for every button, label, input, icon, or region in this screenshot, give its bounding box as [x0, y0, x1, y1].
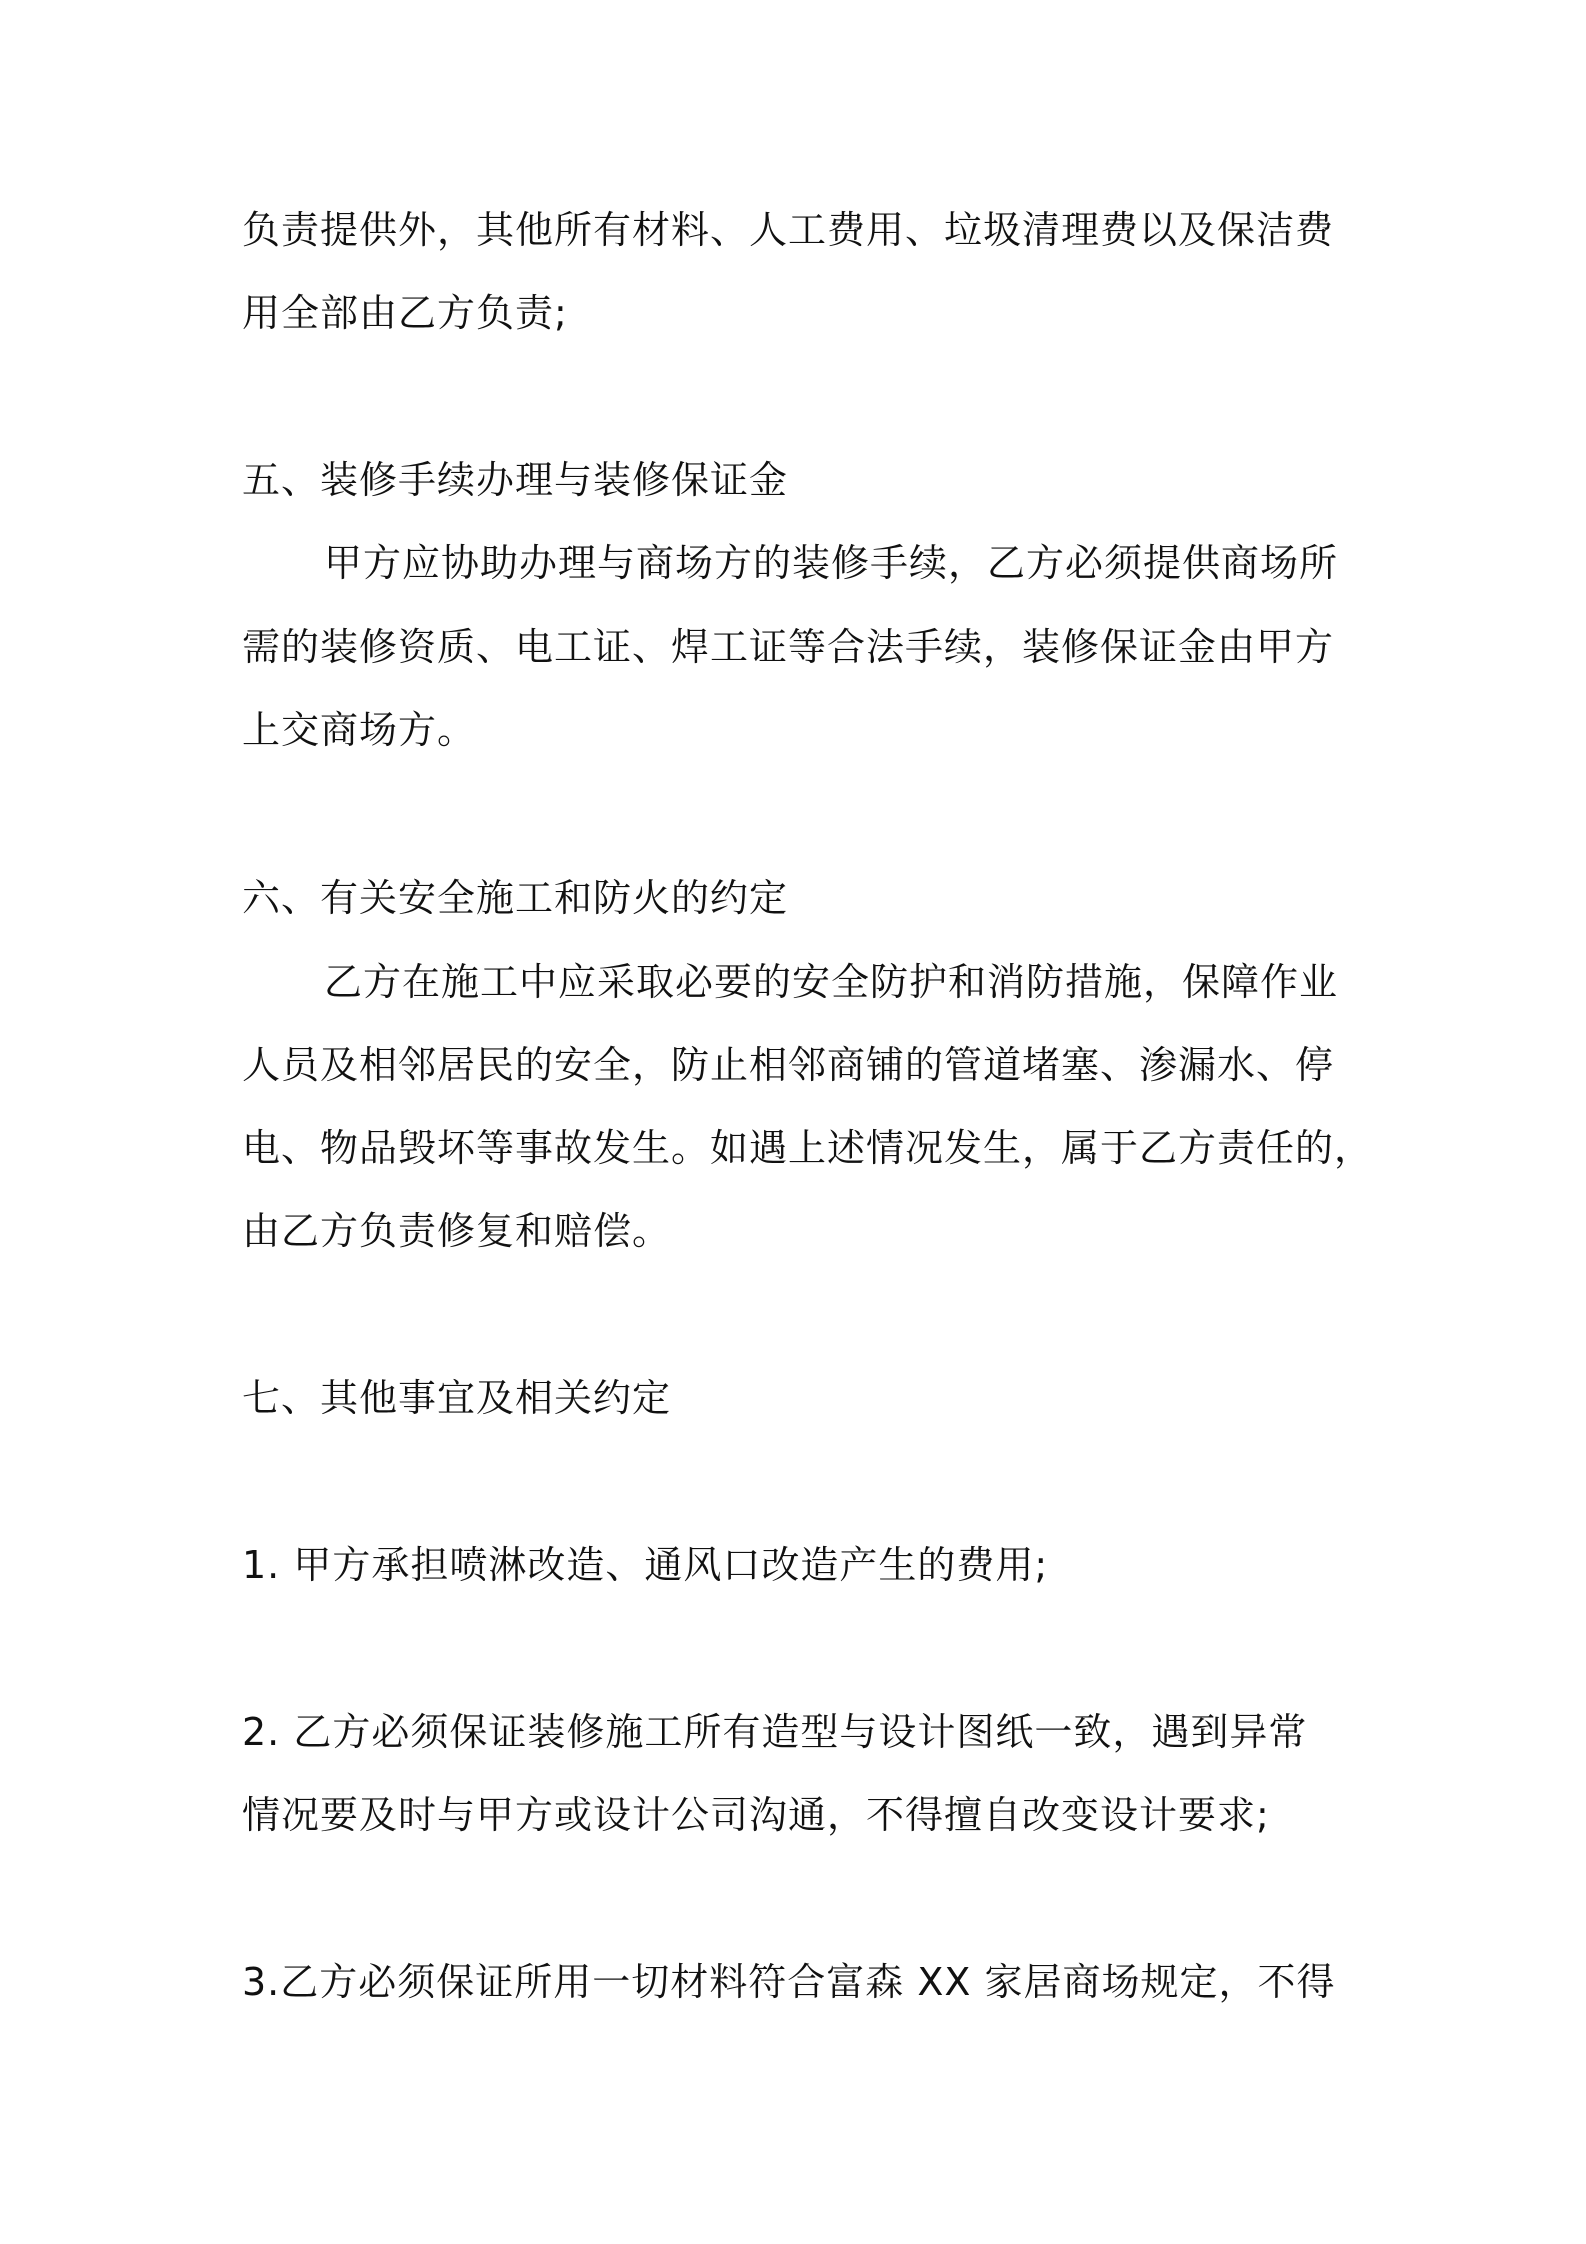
body-text-line: 乙方在施工中应采取必要的安全防护和消防措施，保障作业 [324, 960, 1339, 1004]
body-text-line: 电、物品毁坏等事故发生。如遇上述情况发生，属于乙方责任的， [242, 1126, 1374, 1170]
body-text-line: 上交商场方。 [242, 708, 477, 752]
list-item-2-continued: 情况要及时与甲方或设计公司沟通，不得擅自改变设计要求; [242, 1793, 1270, 1837]
list-item-2: 2. 乙方必须保证装修施工所有造型与设计图纸一致，遇到异常 [242, 1710, 1308, 1754]
body-text-line: 人员及相邻居民的安全，防止相邻商铺的管道堵塞、渗漏水、停 [242, 1043, 1335, 1087]
body-text-line: 负责提供外，其他所有材料、人工费用、垃圾清理费以及保洁费 [242, 208, 1335, 252]
body-text-line: 需的装修资质、电工证、焊工证等合法手续，装修保证金由甲方 [242, 625, 1335, 669]
body-text-line: 用全部由乙方负责; [242, 291, 568, 335]
body-text-line: 由乙方负责修复和赔偿。 [242, 1209, 672, 1253]
section-heading-6: 六、有关安全施工和防火的约定 [242, 876, 789, 920]
body-text-line: 甲方应协助办理与商场方的装修手续，乙方必须提供商场所 [324, 541, 1339, 585]
section-heading-7: 七、其他事宜及相关约定 [242, 1376, 672, 1420]
list-item-1: 1. 甲方承担喷淋改造、通风口改造产生的费用; [242, 1543, 1049, 1587]
list-item-3: 3.乙方必须保证所用一切材料符合富森 XX 家居商场规定，不得 [242, 1960, 1336, 2004]
section-heading-5: 五、装修手续办理与装修保证金 [242, 458, 789, 502]
